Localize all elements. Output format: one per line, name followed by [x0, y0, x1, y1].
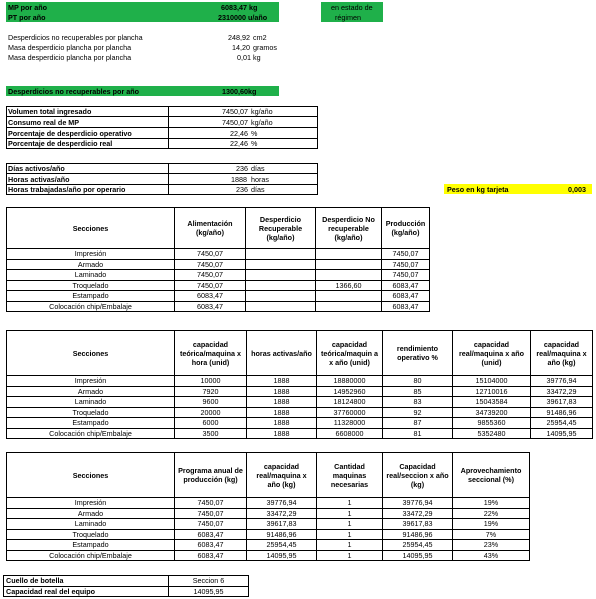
vol-label-3: Porcentaje de desperdicio real — [8, 139, 113, 148]
table-cell: 18124800 — [317, 397, 383, 408]
table-cell — [316, 270, 382, 281]
table-cell: 6608000 — [317, 428, 383, 439]
table-cell: 6083,47 — [175, 540, 247, 551]
cuello-value-1: 14095,95 — [169, 586, 249, 597]
estado-label: en estado de — [331, 3, 373, 12]
t2-header-4: rendimiento operativo % — [383, 331, 453, 376]
table-cuello-botella — [3, 575, 249, 597]
mp-value: 6083,47 kg — [221, 3, 258, 12]
table-cell: 7450,07 — [175, 249, 246, 260]
table-row — [7, 540, 530, 551]
t1-body — [7, 249, 430, 312]
vol-value-1: 7450,07 — [222, 118, 248, 127]
table-cell — [246, 280, 316, 291]
table-cell: 9855360 — [453, 418, 531, 429]
table-cell: 34739200 — [453, 407, 531, 418]
table-row — [4, 576, 249, 587]
table-row — [4, 586, 249, 597]
table-cell — [316, 249, 382, 260]
table-cell: 6083,47 — [175, 301, 246, 312]
dias-label-1: Horas activas/año — [8, 175, 70, 184]
table-cell: 37760000 — [317, 407, 383, 418]
t3-header-1: Programa anual de producción (kg) — [175, 453, 247, 498]
table-cell: 33472,29 — [247, 508, 317, 519]
table-cell: 6083,47 — [382, 301, 430, 312]
table-cell: 1 — [317, 519, 383, 530]
table-cell: Impresión — [7, 376, 175, 387]
table-cell: 1888 — [247, 418, 317, 429]
table-cell: 83 — [383, 397, 453, 408]
table-cell: 6083,47 — [382, 280, 430, 291]
table-cell — [316, 259, 382, 270]
table-row — [7, 428, 593, 439]
table-cell: 39776,94 — [531, 376, 593, 387]
table-cell: 39617,83 — [383, 519, 453, 530]
table-cell: 7450,07 — [382, 249, 430, 260]
t2-header-0: Secciones — [7, 331, 175, 376]
table-cell: 1888 — [247, 407, 317, 418]
table-cell: Colocación chip/Embalaje — [7, 550, 175, 561]
desp-unit-0: cm2 — [253, 33, 267, 42]
table-cell: Troquelado — [7, 280, 175, 291]
dias-label-2: Horas trabajadas/año por operario — [8, 185, 126, 194]
table-balance-masa — [6, 207, 430, 312]
table-cell: 1888 — [247, 397, 317, 408]
table-cell: 43% — [453, 550, 530, 561]
desp-unit-2: kg — [253, 53, 261, 62]
table-cell: Estampado — [7, 291, 175, 302]
table-cell: 7% — [453, 529, 530, 540]
cuello-value-0: Seccion 6 — [169, 576, 249, 587]
table-cell: 20000 — [175, 407, 247, 418]
table-cell: 1366,60 — [316, 280, 382, 291]
vol-unit-2: % — [251, 129, 258, 138]
table-cell: Estampado — [7, 418, 175, 429]
table-row — [7, 280, 430, 291]
vol-value-3: 22,46 — [230, 139, 248, 148]
desp-year-label: Desperdicios no recuperables por año — [8, 87, 140, 96]
table-cell: Impresión — [7, 498, 175, 509]
vol-value-2: 22,46 — [230, 129, 248, 138]
table-cell: 39617,83 — [247, 519, 317, 530]
table-cell: 14952960 — [317, 386, 383, 397]
table-cell: 12710016 — [453, 386, 531, 397]
desp-label-2: Masa desperdicio plancha por plancha — [8, 53, 132, 62]
table-cell: 5352480 — [453, 428, 531, 439]
table-cell: 11328000 — [317, 418, 383, 429]
t2-header-2: horas activas/año — [247, 331, 317, 376]
table-cell — [246, 259, 316, 270]
table-row — [7, 249, 430, 260]
table-cell: 1 — [317, 540, 383, 551]
t3-header-0: Secciones — [7, 453, 175, 498]
desp-value-1: 14,20 — [232, 43, 250, 52]
table-cell: Armado — [7, 508, 175, 519]
table-cell: 7450,07 — [382, 270, 430, 281]
table-cell: 91486,96 — [531, 407, 593, 418]
table-capacidad — [6, 330, 593, 439]
table-row — [7, 529, 530, 540]
table-cell: 19% — [453, 498, 530, 509]
table-cell: Impresión — [7, 249, 175, 260]
table-cell: 1 — [317, 498, 383, 509]
vol-unit-1: kg/año — [251, 118, 273, 127]
table-cell: 14095,95 — [247, 550, 317, 561]
table-row — [7, 508, 530, 519]
t3-body — [7, 498, 530, 561]
vol-unit-0: kg/año — [251, 107, 273, 116]
table-cell: 6000 — [175, 418, 247, 429]
table-cell: 19% — [453, 519, 530, 530]
t2-header-3: capacidad teórica/maquin a x año (unid) — [317, 331, 383, 376]
table-row — [7, 386, 593, 397]
t1-header-3: Desperdicio No recuperable (kg/año) — [316, 208, 382, 249]
desp-year-value: 1300,60 — [222, 87, 248, 96]
table-cell: 1888 — [247, 428, 317, 439]
table-cell — [246, 249, 316, 260]
vol-label-0: Volumen total ingresado — [8, 107, 92, 116]
desp-label-1: Masa desperdicio plancha por plancha — [8, 43, 132, 52]
table-cell: 7450,07 — [175, 270, 246, 281]
table-cell — [246, 301, 316, 312]
table-cell: 6083,47 — [175, 550, 247, 561]
table-cell: 10000 — [175, 376, 247, 387]
table-cell: 85 — [383, 386, 453, 397]
table-cell: 7450,07 — [382, 259, 430, 270]
table-cell: 1888 — [247, 376, 317, 387]
dias-value-2: 236 — [236, 185, 248, 194]
t1-header-0: Secciones — [7, 208, 175, 249]
table-cell: Armado — [7, 386, 175, 397]
t3-header-3: Cantidad maquinas necesarias — [317, 453, 383, 498]
table-cell: 1888 — [247, 386, 317, 397]
table-row — [7, 259, 430, 270]
table-cell: 25954,45 — [247, 540, 317, 551]
vol-label-2: Porcentaje de desperdicio operativo — [8, 129, 132, 138]
table-cell: 23% — [453, 540, 530, 551]
desp-value-2: 0,01 — [237, 53, 251, 62]
table-cell: 80 — [383, 376, 453, 387]
mp-label: MP por año — [8, 3, 48, 12]
table-aprovechamiento — [6, 452, 530, 561]
table-cell: 39776,94 — [383, 498, 453, 509]
table-cell: 33472,29 — [383, 508, 453, 519]
t3-header-2: capacidad real/maquina x año (kg) — [247, 453, 317, 498]
table-cell: Troquelado — [7, 529, 175, 540]
table-cell: Colocación chip/Embalaje — [7, 301, 175, 312]
dias-label-0: Días activos/año — [8, 164, 65, 173]
desp-unit-1: gramos — [253, 43, 277, 52]
table-cell: 39617,83 — [531, 397, 593, 408]
regimen-label: régimen — [335, 13, 361, 22]
table-cell — [246, 270, 316, 281]
vol-unit-3: % — [251, 139, 258, 148]
table-cell: Armado — [7, 259, 175, 270]
table-cell: 14095,95 — [383, 550, 453, 561]
vol-value-0: 7450,07 — [222, 107, 248, 116]
table-cell: Laminado — [7, 519, 175, 530]
desp-year-unit: kg — [248, 87, 257, 96]
table-cell: 1 — [317, 550, 383, 561]
table-cell: 39776,94 — [247, 498, 317, 509]
table-cell: 6083,47 — [175, 291, 246, 302]
t3-header-4: Capacidad real/seccion x año (kg) — [383, 453, 453, 498]
table-cell: 15104000 — [453, 376, 531, 387]
table-cell: 1 — [317, 508, 383, 519]
table-cell: 18880000 — [317, 376, 383, 387]
vol-label-1: Consumo real de MP — [8, 118, 80, 127]
peso-value: 0,003 — [568, 185, 586, 194]
table-cell: 81 — [383, 428, 453, 439]
table-cell: Laminado — [7, 270, 175, 281]
table-cell: 7450,07 — [175, 508, 247, 519]
t3-header-5: Aprovechamiento seccional (%) — [453, 453, 530, 498]
table-cell: Estampado — [7, 540, 175, 551]
t2-header-5: capacidad real/maquina x año (unid) — [453, 331, 531, 376]
table-cell: 25954,45 — [531, 418, 593, 429]
table-cell: Troquelado — [7, 407, 175, 418]
table-row — [7, 418, 593, 429]
desp-value-0: 248,92 — [228, 33, 250, 42]
desp-label-0: Desperdicios no recuperables por plancha — [8, 33, 143, 42]
table-row — [7, 407, 593, 418]
table-row — [7, 301, 430, 312]
table-cell: 9600 — [175, 397, 247, 408]
t1-header-2: Desperdicio Recuperable (kg/año) — [246, 208, 316, 249]
table-row — [7, 376, 593, 387]
table-row — [7, 550, 530, 561]
table-cell: 6083,47 — [175, 529, 247, 540]
cuello-label-1: Capacidad real del equipo — [4, 586, 169, 597]
table-cell: 1 — [317, 529, 383, 540]
table-cell: 7450,07 — [175, 498, 247, 509]
table-row — [7, 519, 530, 530]
t2-header-6: capacidad real/maquina x año (kg) — [531, 331, 593, 376]
table-cell: 3500 — [175, 428, 247, 439]
t1-header-1: Alimentación (kg/año) — [175, 208, 246, 249]
table-cell: 91486,96 — [247, 529, 317, 540]
dias-unit-1: horas — [251, 175, 269, 184]
table-cell: 7450,07 — [175, 519, 247, 530]
table-cell: 7450,07 — [175, 280, 246, 291]
dias-unit-0: días — [251, 164, 265, 173]
table-row — [7, 291, 430, 302]
table-row — [7, 270, 430, 281]
t2-header-1: capacidad teórica/maquina x hora (unid) — [175, 331, 247, 376]
table-cell: 14095,95 — [531, 428, 593, 439]
table-cell: 6083,47 — [382, 291, 430, 302]
table-cell: 87 — [383, 418, 453, 429]
dias-value-1: 1888 — [231, 175, 247, 184]
pt-label: PT por año — [8, 13, 46, 22]
table-row — [7, 498, 530, 509]
dias-unit-2: días — [251, 185, 265, 194]
table-cell — [246, 291, 316, 302]
table-cell: 7920 — [175, 386, 247, 397]
table-cell — [316, 301, 382, 312]
table-cell: 33472,29 — [531, 386, 593, 397]
dias-value-0: 236 — [236, 164, 248, 173]
table-cell: 7450,07 — [175, 259, 246, 270]
table-cell: 91486,96 — [383, 529, 453, 540]
table-cell: 92 — [383, 407, 453, 418]
table-row — [7, 397, 593, 408]
table-cell: 15043584 — [453, 397, 531, 408]
table-cell: 22% — [453, 508, 530, 519]
cuello-label-0: Cuello de botella — [4, 576, 169, 587]
table-cell: 25954,45 — [383, 540, 453, 551]
peso-label: Peso en kg tarjeta — [447, 185, 509, 194]
table-cell — [316, 291, 382, 302]
table-cell: Colocación chip/Embalaje — [7, 428, 175, 439]
table-cell: Laminado — [7, 397, 175, 408]
t1-header-4: Producción (kg/año) — [382, 208, 430, 249]
pt-value: 2310000 u/año — [218, 13, 268, 22]
t2-body — [7, 376, 593, 439]
